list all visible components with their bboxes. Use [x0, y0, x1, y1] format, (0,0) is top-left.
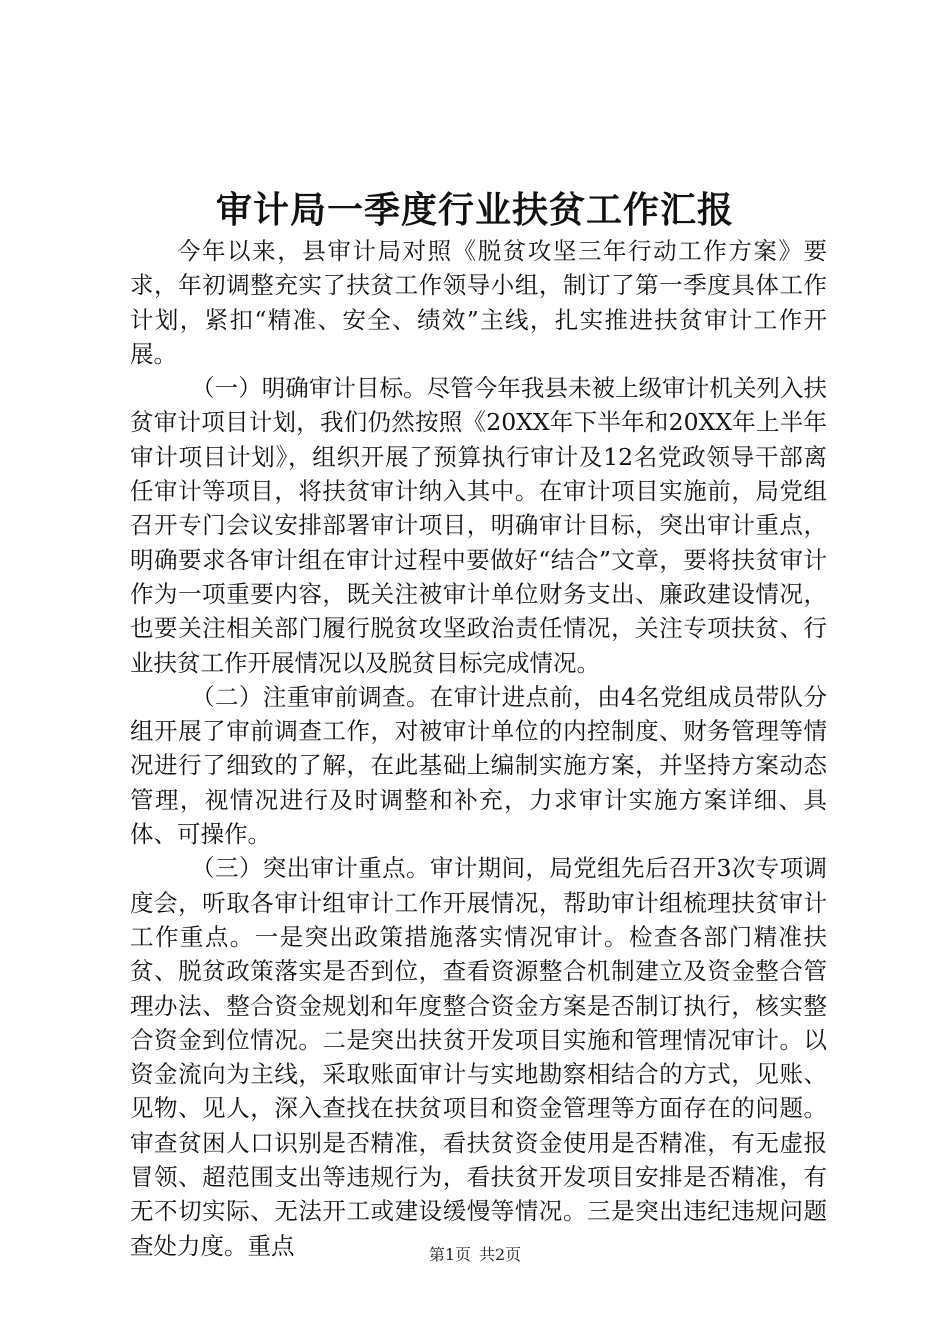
page-footer [0, 1244, 950, 1266]
page-total: 共2页 [479, 1245, 522, 1264]
paragraph-section-3: （三）突出审计重点。审计期间，局党组先后召开3次专项调度会，听取各审计组审计工作开展情况，帮助审计组梳理扶贫审计工作重点。一是突出政策措施落实情况审计。检查各部门精准扶贫、脱贫政策落实是否到位，查看资源整合机制建立及资金整合管理办法、整合资金规划和年度整合资金方案是否制订执行，核实整合资金到位情况。二是突出扶贫开发项目实施和管理情况审计。以资金流向为主线，采取账面审计与实地勘察相结合的方式，见账、见物、见人，深入查找在扶贫项目和资金管理等方面存在的问题。审查贫困人口识别是否精准，看扶贫资金使用是否精准，有无虚报冒领、超范围支出等违规行为，看扶贫开发项目安排是否精准，有无不切实际、无法开工或建设缓慢等情况。三是突出违纪违规问题查处力度。重点 [130, 854, 827, 1260]
document-body [130, 234, 827, 1263]
paragraph-section-1: （一）明确审计目标。尽管今年我县未被上级审计机关列入扶贫审计项目计划，我们仍然按照《20XX年下半年和20XX年上半年审计项目计划》，组织开展了预算执行审计及12名党政领导干部离任审计等项目，将扶贫审计纳入其中。在审计项目实施前，局党组召开专门会议安排部署审计项目，明确审计目标，突出审计重点，明确要求各审计组在审计过程中要做好“结合”文章，要将扶贫审计作为一项重要内容，既关注被审计单位财务支出、廉政建设情况，也要关注相关部门履行脱贫攻坚政治责任情况，关注专项扶贫、行业扶贫工作开展情况以及脱贫目标完成情况。 [130, 374, 827, 677]
paragraph-intro: 今年以来，县审计局对照《脱贫攻坚三年行动工作方案》要求，年初调整充实了扶贫工作领导小组，制订了第一季度具体工作计划，紧扣“精准、安全、绩效”主线，扎实推进扶贫审计工作开展。 [130, 237, 827, 368]
paragraph-section-2: （二）注重审前调查。在审计进点前，由4名党组成员带队分组开展了审前调查工作，对被审计单位的内控制度、财务管理等情况进行了细致的了解，在此基础上编制实施方案，并坚持方案动态管理，视情况进行及时调整和补充，力求审计实施方案详细、具体、可操作。 [130, 682, 827, 849]
page-number: 第1页 [428, 1245, 471, 1264]
document-title: 审计局一季度行业扶贫工作汇报 [215, 189, 734, 231]
